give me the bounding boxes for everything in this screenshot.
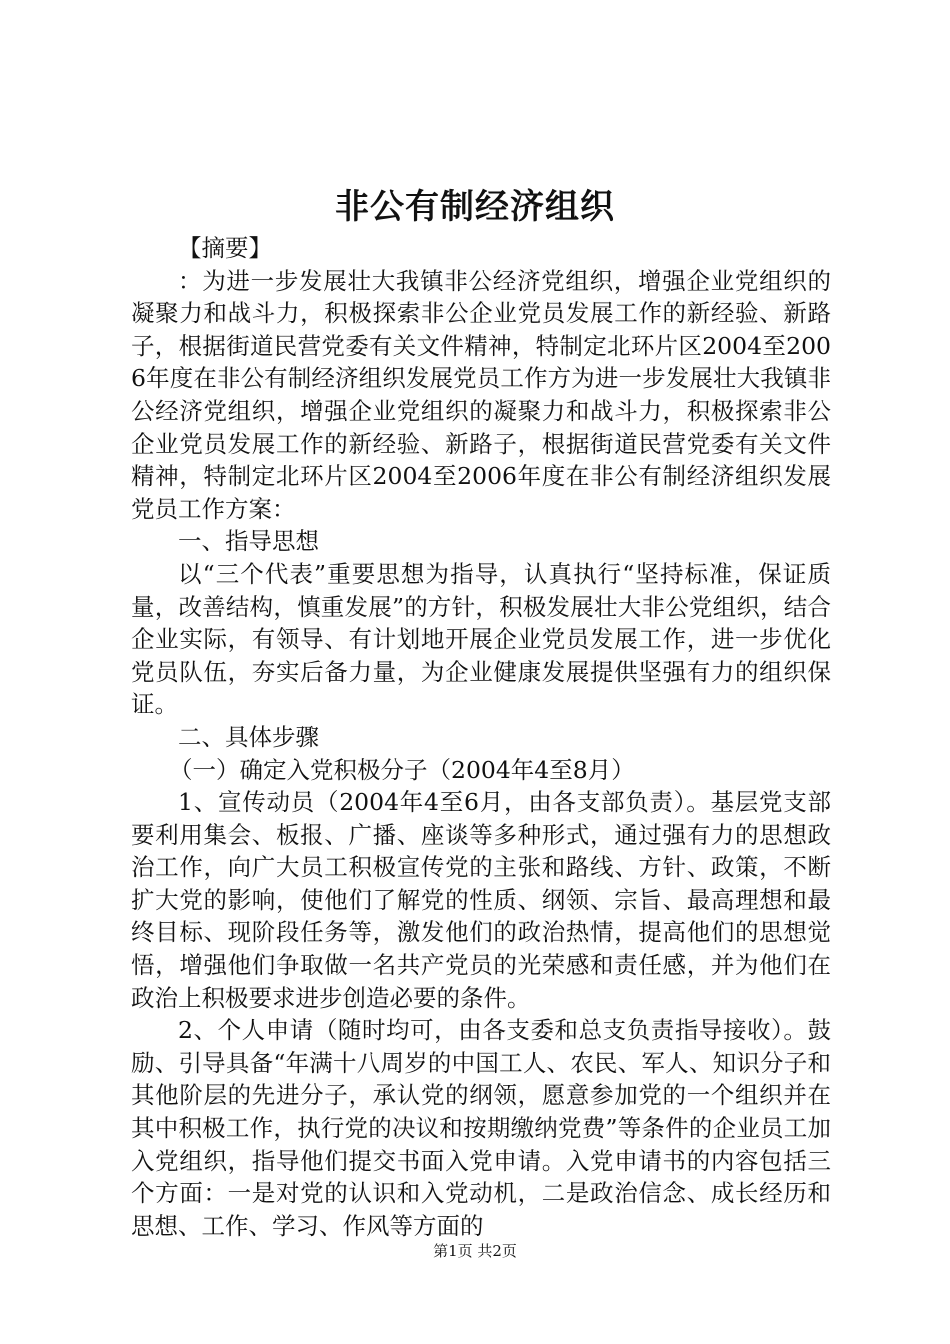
abstract-label: 【摘要】 — [178, 234, 272, 262]
step-application-paragraph: 2、个人申请（随时均可，由各支委和总支负责指导接收）。鼓励、引导具备“年满十八周岁的中国工人、农民、军人、知识分子和其他阶层的先进分子，承认党的纲领，愿意参加党的一个组织并在其中积极工作，执行党的决议和按期缴纳党费”等条件的企业员工加入党组织，指导他们提交书面入党申请。入党申请书的内容包括三个方面：一是对党的认识和入党动机，二是政治信念、成长经历和思想、工作、学习、作风等方面的 — [131, 1016, 831, 1240]
section-heading-guiding-ideology: 一、指导思想 — [178, 527, 319, 556]
abstract-paragraph: ：为进一步发展壮大我镇非公经济党组织，增强企业党组织的凝聚力和战斗力，积极探索非公企业党员发展工作的新经验、新路子，根据街道民营党委有关文件精神，特制定北环片区2004至2006年度在非公有制经济组织发展党员工作方为进一步发展壮大我镇非公经济党组织，增强企业党组织的凝聚力和战斗力，积极探索非公企业党员发展工作的新经验、新路子，根据街道民营党委有关文件精神，特制定北环片区2004至2006年度在非公有制经济组织发展党员工作方案： — [131, 266, 831, 523]
document-body — [131, 232, 831, 1242]
guiding-ideology-paragraph: 以“三个代表”重要思想为指导，认真执行“坚持标准，保证质量，改善结构，慎重发展”的方针，积极发展壮大非公党组织，结合企业实际，有领导、有计划地开展企业党员发展工作，进一步优化党员队伍，夯实后备力量，为企业健康发展提供坚强有力的组织保证。 — [131, 559, 831, 719]
subsection-heading-activists: （一）确定入党积极分子（2004年4至8月） — [169, 755, 635, 784]
document-title: 非公有制经济组织 — [335, 187, 615, 227]
section-heading-specific-steps: 二、具体步骤 — [178, 722, 319, 751]
step-publicity-paragraph: 1、宣传动员（2004年4至6月，由各支部负责）。基层党支部要利用集会、板报、广播、座谈等多种形式，通过强有力的思想政治工作，向广大员工积极宣传党的主张和路线、方针、政策，不断扩大党的影响，使他们了解党的性质、纲领、宗旨、最高理想和最终目标、现阶段任务等，激发他们的政治热情，提高他们的思想觉悟，增强他们争取做一名共产党员的光荣感和责任感，并为他们在政治上积极要求进步创造必要的条件。 — [131, 788, 831, 1012]
page-footer: 第1页 共2页 — [433, 1242, 517, 1260]
